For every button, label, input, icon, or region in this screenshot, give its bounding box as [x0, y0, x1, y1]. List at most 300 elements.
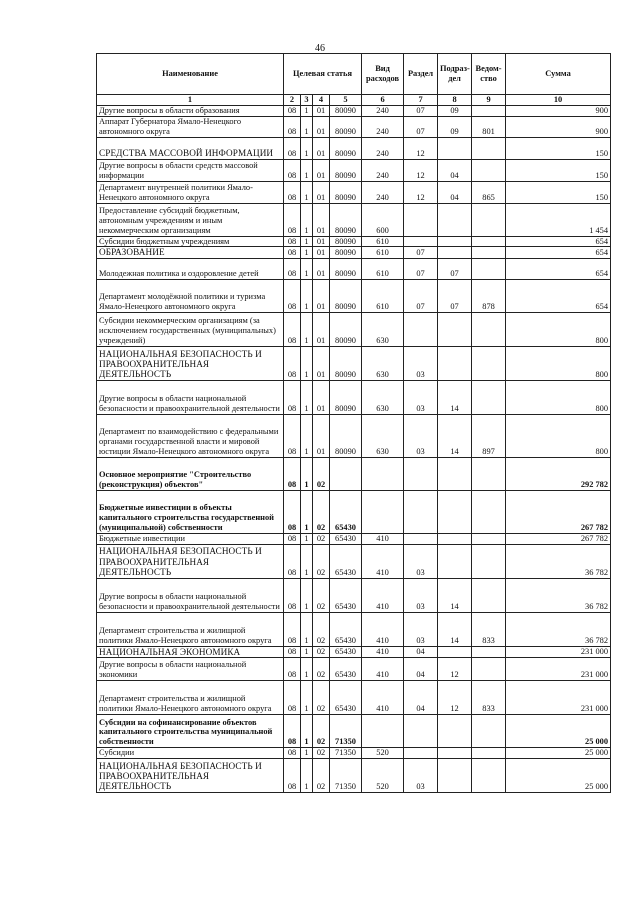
section: 03	[404, 758, 438, 792]
target-code-3: 02	[313, 612, 330, 646]
table-row	[97, 612, 611, 646]
section: 12	[404, 181, 438, 203]
subsection	[438, 457, 472, 490]
section: 03	[404, 414, 438, 457]
table-row	[97, 203, 611, 236]
target-code-2: 1	[301, 116, 313, 137]
department-code	[472, 137, 506, 159]
department-code	[472, 159, 506, 181]
expense-type: 520	[362, 748, 404, 759]
section: 07	[404, 105, 438, 116]
target-code-1: 08	[284, 116, 301, 137]
row-name: НАЦИОНАЛЬНАЯ БЕЗОПАСНОСТЬ И ПРАВООХРАНИТЕЛЬНАЯ ДЕЯТЕЛЬНОСТЬ	[97, 758, 284, 792]
expense-type: 410	[362, 612, 404, 646]
expense-type	[362, 715, 404, 748]
section: 03	[404, 380, 438, 414]
row-name: НАЦИОНАЛЬНАЯ БЕЗОПАСНОСТЬ И ПРАВООХРАНИТЕЛЬНАЯ ДЕЯТЕЛЬНОСТЬ	[97, 544, 284, 578]
subsection: 09	[438, 116, 472, 137]
target-code-1: 08	[284, 658, 301, 681]
subsection: 14	[438, 578, 472, 612]
department-code: 865	[472, 181, 506, 203]
department-code	[472, 380, 506, 414]
target-code-4: 65430	[330, 544, 362, 578]
table-row	[97, 646, 611, 657]
expense-type: 240	[362, 181, 404, 203]
subsection: 14	[438, 414, 472, 457]
target-code-4: 65430	[330, 658, 362, 681]
target-code-3: 01	[313, 105, 330, 116]
row-sum: 800	[506, 380, 611, 414]
section: 03	[404, 346, 438, 380]
expense-type: 610	[362, 258, 404, 279]
target-code-2: 1	[301, 658, 313, 681]
target-code-1: 08	[284, 203, 301, 236]
expense-type: 410	[362, 578, 404, 612]
expense-type: 410	[362, 658, 404, 681]
subsection: 12	[438, 681, 472, 715]
target-code-4: 80090	[330, 105, 362, 116]
target-code-2: 1	[301, 380, 313, 414]
row-sum: 150	[506, 159, 611, 181]
department-code	[472, 748, 506, 759]
department-code	[472, 715, 506, 748]
department-code	[472, 236, 506, 247]
target-code-1: 08	[284, 533, 301, 544]
row-sum: 900	[506, 105, 611, 116]
section: 03	[404, 544, 438, 578]
target-code-1: 08	[284, 137, 301, 159]
row-name: Субсидии	[97, 748, 284, 759]
subsection	[438, 137, 472, 159]
department-code	[472, 578, 506, 612]
target-code-1: 08	[284, 646, 301, 657]
expense-type	[362, 490, 404, 533]
target-code-1: 08	[284, 490, 301, 533]
header-section: Раздел	[404, 54, 438, 95]
department-code	[472, 457, 506, 490]
target-code-3: 02	[313, 490, 330, 533]
target-code-2: 1	[301, 612, 313, 646]
expense-type: 410	[362, 646, 404, 657]
target-code-3: 01	[313, 137, 330, 159]
target-code-2: 1	[301, 414, 313, 457]
target-code-1: 08	[284, 346, 301, 380]
subsection: 14	[438, 380, 472, 414]
row-sum: 654	[506, 258, 611, 279]
column-number: 5	[330, 95, 362, 106]
column-number: 1	[97, 95, 284, 106]
row-name: Аппарат Губернатора Ямало-Ненецкого автономного округа	[97, 116, 284, 137]
row-name: Другие вопросы в области национальной безопасности и правоохранительной деятельности	[97, 578, 284, 612]
row-sum: 800	[506, 346, 611, 380]
target-code-1: 08	[284, 758, 301, 792]
subsection	[438, 646, 472, 657]
target-code-3: 02	[313, 457, 330, 490]
target-code-2: 1	[301, 346, 313, 380]
header-name: Наименование	[97, 54, 284, 95]
row-name: Предоставление субсидий бюджетным, автономным учреждениям и иным некоммерческим организациям	[97, 203, 284, 236]
section: 07	[404, 116, 438, 137]
table-row	[97, 181, 611, 203]
expense-type: 630	[362, 312, 404, 346]
section	[404, 490, 438, 533]
row-name: Департамент строительства и жилищной политики Ямало-Ненецкого автономного округа	[97, 681, 284, 715]
target-code-4: 80090	[330, 159, 362, 181]
table-row	[97, 758, 611, 792]
target-code-1: 08	[284, 181, 301, 203]
row-name: Департамент строительства и жилищной политики Ямало-Ненецкого автономного округа	[97, 612, 284, 646]
target-code-2: 1	[301, 203, 313, 236]
subsection	[438, 748, 472, 759]
row-name: Департамент по взаимодействию с федеральными органами государственной власти и мировой юстиции Ямало-Ненецкого автономного округа	[97, 414, 284, 457]
subsection	[438, 715, 472, 748]
target-code-1: 08	[284, 612, 301, 646]
row-name: Другие вопросы в области образования	[97, 105, 284, 116]
column-number: 9	[472, 95, 506, 106]
row-sum: 654	[506, 236, 611, 247]
expense-type: 240	[362, 159, 404, 181]
row-name: НАЦИОНАЛЬНАЯ ЭКОНОМИКА	[97, 646, 284, 657]
target-code-3: 02	[313, 578, 330, 612]
department-code	[472, 346, 506, 380]
target-code-3: 01	[313, 203, 330, 236]
section: 12	[404, 159, 438, 181]
target-code-4: 80090	[330, 346, 362, 380]
subsection	[438, 533, 472, 544]
target-code-1: 08	[284, 748, 301, 759]
section	[404, 457, 438, 490]
target-code-4: 80090	[330, 279, 362, 312]
column-number: 4	[313, 95, 330, 106]
section: 07	[404, 279, 438, 312]
target-code-4: 80090	[330, 116, 362, 137]
table-row	[97, 258, 611, 279]
expense-type: 600	[362, 203, 404, 236]
expense-type: 610	[362, 236, 404, 247]
header-sum: Сумма	[506, 54, 611, 95]
target-code-3: 01	[313, 159, 330, 181]
target-code-2: 1	[301, 159, 313, 181]
target-code-1: 08	[284, 544, 301, 578]
row-sum: 292 782	[506, 457, 611, 490]
row-name: Молодежная политика и оздоровление детей	[97, 258, 284, 279]
target-code-4: 80090	[330, 137, 362, 159]
target-code-4: 80090	[330, 203, 362, 236]
section: 12	[404, 137, 438, 159]
row-name: Департамент молодёжной политики и туризма Ямало-Ненецкого автономного округа	[97, 279, 284, 312]
subsection	[438, 203, 472, 236]
department-code: 833	[472, 612, 506, 646]
column-number: 2	[284, 95, 301, 106]
target-code-1: 08	[284, 312, 301, 346]
department-code	[472, 105, 506, 116]
target-code-2: 1	[301, 247, 313, 258]
target-code-3: 01	[313, 414, 330, 457]
row-sum: 1 454	[506, 203, 611, 236]
target-code-3: 02	[313, 544, 330, 578]
row-name: Субсидии бюджетным учреждениям	[97, 236, 284, 247]
row-sum: 800	[506, 414, 611, 457]
row-sum: 800	[506, 312, 611, 346]
row-sum: 25 000	[506, 758, 611, 792]
target-code-1: 08	[284, 159, 301, 181]
target-code-2: 1	[301, 533, 313, 544]
subsection	[438, 490, 472, 533]
section: 07	[404, 258, 438, 279]
subsection	[438, 247, 472, 258]
table-row	[97, 137, 611, 159]
row-name: Департамент внутренней политики Ямало-Ненецкого автономного округа	[97, 181, 284, 203]
table-row	[97, 247, 611, 258]
header-subsection: Подраз- дел	[438, 54, 472, 95]
section: 04	[404, 681, 438, 715]
row-sum: 25 000	[506, 715, 611, 748]
subsection	[438, 236, 472, 247]
target-code-3: 02	[313, 533, 330, 544]
header-row	[97, 54, 611, 95]
row-sum: 900	[506, 116, 611, 137]
target-code-3: 02	[313, 715, 330, 748]
table-row	[97, 457, 611, 490]
row-sum: 231 000	[506, 658, 611, 681]
expense-type: 610	[362, 279, 404, 312]
subsection: 07	[438, 279, 472, 312]
department-code	[472, 758, 506, 792]
table-row	[97, 715, 611, 748]
expense-type: 630	[362, 346, 404, 380]
department-code	[472, 544, 506, 578]
expense-type: 610	[362, 247, 404, 258]
target-code-4: 80090	[330, 181, 362, 203]
row-sum: 150	[506, 181, 611, 203]
target-code-3: 01	[313, 312, 330, 346]
table-row	[97, 544, 611, 578]
row-name: Другие вопросы в области средств массовой информации	[97, 159, 284, 181]
target-code-4	[330, 457, 362, 490]
column-number: 7	[404, 95, 438, 106]
target-code-2: 1	[301, 578, 313, 612]
row-sum: 150	[506, 137, 611, 159]
target-code-4: 80090	[330, 236, 362, 247]
row-name: Основное мероприятие "Строительство (реконструкция) объектов"	[97, 457, 284, 490]
target-code-4: 71350	[330, 748, 362, 759]
column-number: 3	[301, 95, 313, 106]
target-code-3: 01	[313, 380, 330, 414]
row-name: Другие вопросы в области национальной экономики	[97, 658, 284, 681]
department-code: 833	[472, 681, 506, 715]
target-code-3: 02	[313, 758, 330, 792]
table-row	[97, 414, 611, 457]
expense-type: 630	[362, 414, 404, 457]
expense-type: 410	[362, 681, 404, 715]
target-code-3: 01	[313, 236, 330, 247]
target-code-2: 1	[301, 681, 313, 715]
table-row	[97, 236, 611, 247]
expense-type: 240	[362, 116, 404, 137]
department-code	[472, 490, 506, 533]
row-sum: 36 782	[506, 544, 611, 578]
expense-type: 240	[362, 105, 404, 116]
subsection	[438, 346, 472, 380]
table-row	[97, 346, 611, 380]
expense-type: 410	[362, 544, 404, 578]
row-name: Субсидии некоммерческим организациям (за исключением государственных (муниципальных) учреждений)	[97, 312, 284, 346]
row-sum: 25 000	[506, 748, 611, 759]
target-code-2: 1	[301, 544, 313, 578]
row-name: НАЦИОНАЛЬНАЯ БЕЗОПАСНОСТЬ И ПРАВООХРАНИТЕЛЬНАЯ ДЕЯТЕЛЬНОСТЬ	[97, 346, 284, 380]
row-sum: 36 782	[506, 612, 611, 646]
section	[404, 748, 438, 759]
column-number: 8	[438, 95, 472, 106]
target-code-1: 08	[284, 681, 301, 715]
target-code-2: 1	[301, 490, 313, 533]
row-name: Бюджетные инвестиции	[97, 533, 284, 544]
expense-type	[362, 457, 404, 490]
table-row	[97, 490, 611, 533]
table-row	[97, 681, 611, 715]
subsection: 04	[438, 159, 472, 181]
section	[404, 236, 438, 247]
section: 03	[404, 612, 438, 646]
target-code-4: 80090	[330, 414, 362, 457]
department-code: 801	[472, 116, 506, 137]
row-sum: 36 782	[506, 578, 611, 612]
table-row	[97, 533, 611, 544]
target-code-3: 02	[313, 646, 330, 657]
target-code-1: 08	[284, 105, 301, 116]
section: 04	[404, 658, 438, 681]
header-target-article: Целевая статья	[284, 54, 362, 95]
row-name: ОБРАЗОВАНИЕ	[97, 247, 284, 258]
column-number: 6	[362, 95, 404, 106]
header-expense-type: Вид расходов	[362, 54, 404, 95]
subsection	[438, 544, 472, 578]
target-code-2: 1	[301, 457, 313, 490]
row-name: СРЕДСТВА МАССОВОЙ ИНФОРМАЦИИ	[97, 137, 284, 159]
target-code-2: 1	[301, 279, 313, 312]
budget-table	[96, 53, 611, 793]
row-name: Бюджетные инвестиции в объекты капитального строительства государственной (муниципальной) собственности	[97, 490, 284, 533]
row-sum: 654	[506, 247, 611, 258]
section	[404, 312, 438, 346]
target-code-1: 08	[284, 457, 301, 490]
target-code-1: 08	[284, 258, 301, 279]
target-code-2: 1	[301, 646, 313, 657]
target-code-3: 02	[313, 748, 330, 759]
target-code-4: 80090	[330, 258, 362, 279]
target-code-1: 08	[284, 279, 301, 312]
subsection: 07	[438, 258, 472, 279]
subsection: 09	[438, 105, 472, 116]
target-code-1: 08	[284, 715, 301, 748]
target-code-4: 65430	[330, 612, 362, 646]
target-code-2: 1	[301, 258, 313, 279]
department-code	[472, 533, 506, 544]
target-code-3: 01	[313, 346, 330, 380]
expense-type: 520	[362, 758, 404, 792]
target-code-1: 08	[284, 236, 301, 247]
target-code-2: 1	[301, 137, 313, 159]
section: 04	[404, 646, 438, 657]
target-code-4: 65430	[330, 681, 362, 715]
target-code-4: 80090	[330, 380, 362, 414]
table-row	[97, 159, 611, 181]
table-body	[97, 105, 611, 792]
column-number: 10	[506, 95, 611, 106]
target-code-1: 08	[284, 380, 301, 414]
target-code-3: 01	[313, 247, 330, 258]
row-sum: 231 000	[506, 646, 611, 657]
target-code-2: 1	[301, 105, 313, 116]
department-code	[472, 658, 506, 681]
target-code-4: 71350	[330, 758, 362, 792]
table-row	[97, 312, 611, 346]
table-row	[97, 380, 611, 414]
target-code-1: 08	[284, 414, 301, 457]
section	[404, 715, 438, 748]
department-code	[472, 203, 506, 236]
target-code-2: 1	[301, 236, 313, 247]
expense-type: 240	[362, 137, 404, 159]
target-code-4: 65430	[330, 533, 362, 544]
department-code	[472, 258, 506, 279]
table-row	[97, 578, 611, 612]
table-row	[97, 279, 611, 312]
row-name: Другие вопросы в области национальной безопасности и правоохранительной деятельности	[97, 380, 284, 414]
target-code-1: 08	[284, 247, 301, 258]
target-code-2: 1	[301, 312, 313, 346]
row-sum: 267 782	[506, 533, 611, 544]
target-code-3: 01	[313, 181, 330, 203]
target-code-2: 1	[301, 181, 313, 203]
target-code-3: 02	[313, 681, 330, 715]
target-code-4: 71350	[330, 715, 362, 748]
subsection	[438, 312, 472, 346]
expense-type: 410	[362, 533, 404, 544]
target-code-3: 02	[313, 658, 330, 681]
subsection	[438, 758, 472, 792]
table-row	[97, 748, 611, 759]
department-code	[472, 646, 506, 657]
target-code-3: 01	[313, 279, 330, 312]
target-code-3: 01	[313, 116, 330, 137]
expense-type: 630	[362, 380, 404, 414]
column-number-row	[97, 95, 611, 106]
header-department: Ведом- ство	[472, 54, 506, 95]
target-code-2: 1	[301, 758, 313, 792]
page-number: 46	[315, 43, 325, 54]
table-row	[97, 116, 611, 137]
target-code-4: 80090	[330, 247, 362, 258]
section	[404, 203, 438, 236]
subsection: 04	[438, 181, 472, 203]
row-sum: 654	[506, 279, 611, 312]
section: 03	[404, 578, 438, 612]
row-name: Субсидии на софинансирование объектов капитального строительства муниципальной собственности	[97, 715, 284, 748]
table-row	[97, 105, 611, 116]
subsection: 14	[438, 612, 472, 646]
section: 07	[404, 247, 438, 258]
row-sum: 231 000	[506, 681, 611, 715]
row-sum: 267 782	[506, 490, 611, 533]
target-code-4: 65430	[330, 490, 362, 533]
target-code-2: 1	[301, 748, 313, 759]
department-code: 897	[472, 414, 506, 457]
target-code-2: 1	[301, 715, 313, 748]
department-code	[472, 312, 506, 346]
target-code-4: 65430	[330, 646, 362, 657]
section	[404, 533, 438, 544]
